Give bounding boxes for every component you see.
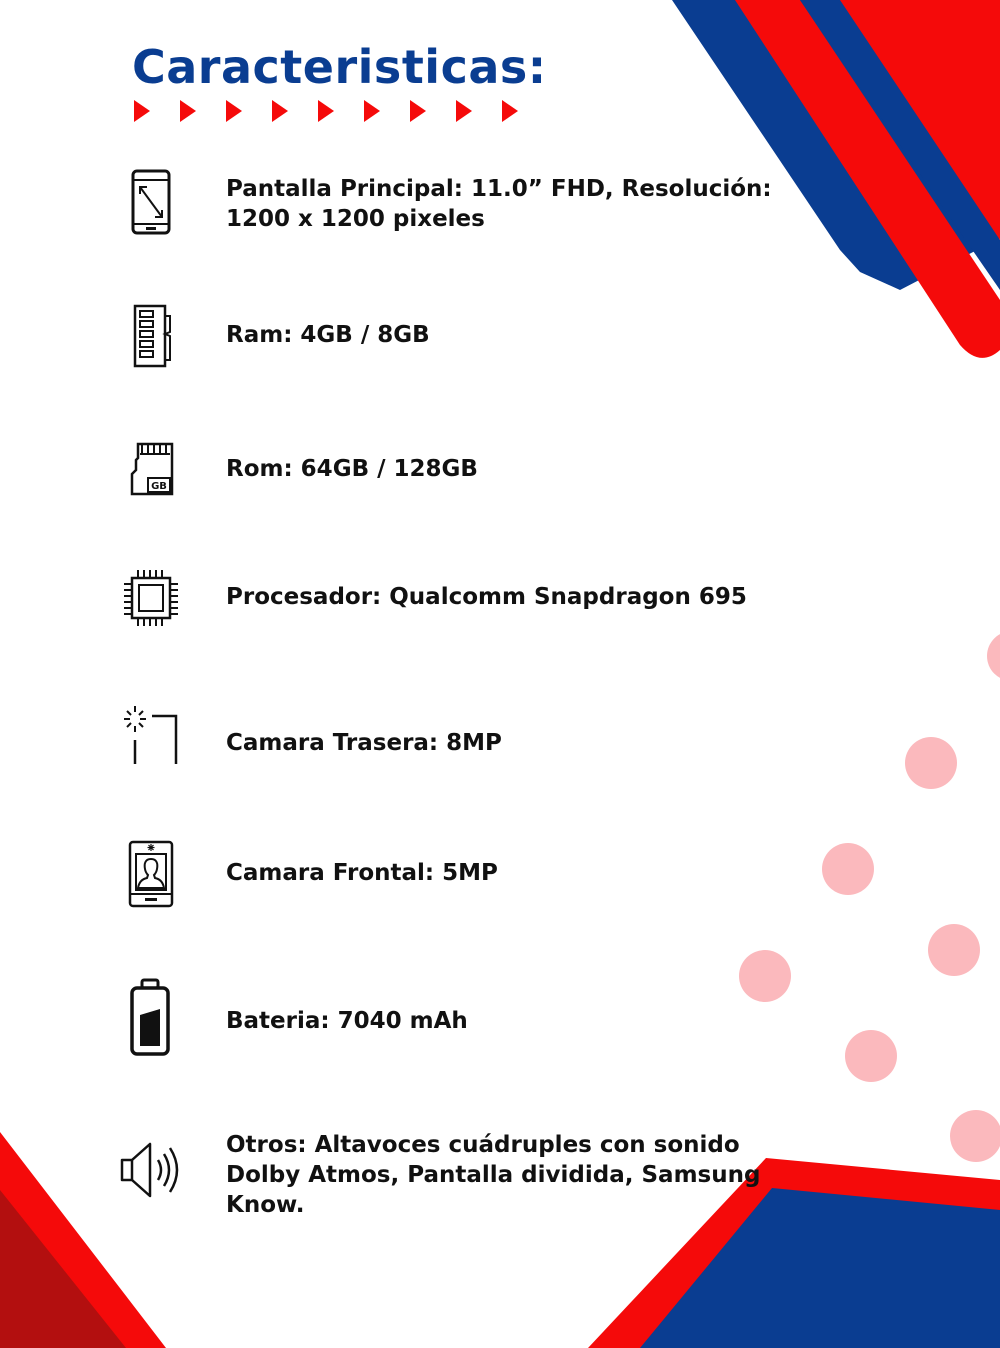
pink-dot [845, 1030, 897, 1082]
arrow-icon [226, 100, 242, 122]
pink-dot [905, 737, 957, 789]
pink-dot [987, 631, 1000, 681]
feature-label: Ram: 4GB / 8GB [226, 322, 430, 348]
memory-card-icon [118, 436, 182, 506]
battery-icon [118, 976, 182, 1058]
front-camera-icon [118, 838, 182, 908]
feature-label: Bateria: 7040 mAh [226, 1008, 468, 1034]
rear-camera-icon [118, 702, 182, 772]
feature-label: Pantalla Principal: 11.0” FHD, Resolución: 1200 x 1200 pixeles [226, 176, 772, 232]
pink-dot [928, 924, 980, 976]
feature-label: Procesador: Qualcomm Snapdragon 695 [226, 584, 747, 610]
page-title: Caracteristicas: [132, 40, 547, 94]
arrow-icon [272, 100, 288, 122]
ram-module-icon [118, 302, 182, 372]
arrow-icon [456, 100, 472, 122]
arrow-icon [318, 100, 334, 122]
pink-dot [822, 843, 874, 895]
arrow-icon [180, 100, 196, 122]
feature-label: Otros: Altavoces cuádruples con sonido Dolby Atmos, Pantalla dividida, Samsung Know. [226, 1132, 761, 1218]
svg-text:GB: GB [151, 481, 167, 492]
arrow-icon [364, 100, 380, 122]
pink-dot [739, 950, 791, 1002]
processor-chip-icon [118, 566, 182, 636]
feature-label: Camara Frontal: 5MP [226, 860, 498, 886]
speaker-icon [118, 1136, 182, 1206]
arrow-icon [410, 100, 426, 122]
arrow-icon [134, 100, 150, 122]
feature-label: Camara Trasera: 8MP [226, 730, 502, 756]
arrow-icon [502, 100, 518, 122]
smartphone-screen-icon [118, 168, 182, 238]
pink-dot [950, 1110, 1000, 1162]
arrow-row-decoration [132, 100, 532, 122]
feature-label: Rom: 64GB / 128GB [226, 456, 478, 482]
